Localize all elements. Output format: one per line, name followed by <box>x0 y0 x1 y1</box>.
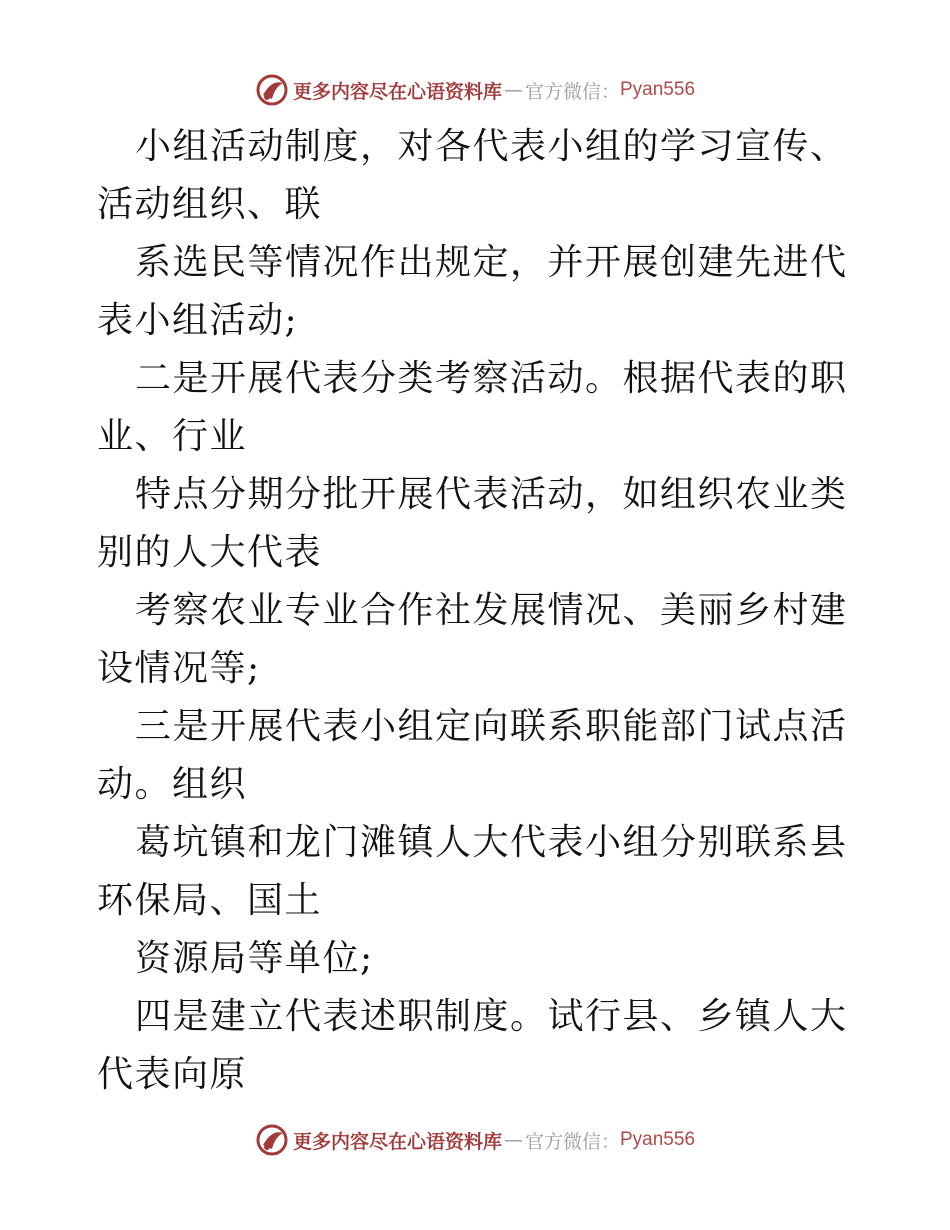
banner-separator: — <box>503 1129 523 1151</box>
banner-wechat-id: Pyan556 <box>620 1129 696 1150</box>
brand-logo-icon <box>255 1123 289 1157</box>
banner-wechat-label: 官方微信： <box>524 1130 620 1153</box>
paragraph: 特点分期分批开展代表活动，如组织农业类别的人大代表 <box>97 474 848 573</box>
paragraph: 考察农业专业合作社发展情况、美丽乡村建设情况等; <box>97 590 848 689</box>
paragraph: 系选民等情况作出规定，并开展创建先进代表小组活动; <box>97 242 848 341</box>
banner-text: 更多内容尽在心语资料库 <box>292 1130 502 1153</box>
paragraph: 资源局等单位; <box>135 938 374 979</box>
banner-text: 更多内容尽在心语资料库 <box>292 80 502 103</box>
header-banner <box>0 70 950 110</box>
footer-banner <box>0 1120 950 1160</box>
banner-separator: — <box>503 79 523 101</box>
paragraph: 小组活动制度，对各代表小组的学习宣传、活动组织、联 <box>97 126 848 225</box>
brand-logo-icon <box>255 73 289 107</box>
paragraph: 二是开展代表分类考察活动。根据代表的职业、行业 <box>97 358 848 457</box>
paragraph: 四是建立代表述职制度。试行县、乡镇人大代表向原 <box>97 996 848 1095</box>
banner-wechat-id: Pyan556 <box>620 79 696 100</box>
document-body <box>97 118 867 1104</box>
banner-wechat-label: 官方微信： <box>524 80 620 103</box>
paragraph: 三是开展代表小组定向联系职能部门试点活动。组织 <box>97 706 848 805</box>
paragraph: 葛坑镇和龙门滩镇人大代表小组分别联系县环保局、国土 <box>97 822 848 921</box>
